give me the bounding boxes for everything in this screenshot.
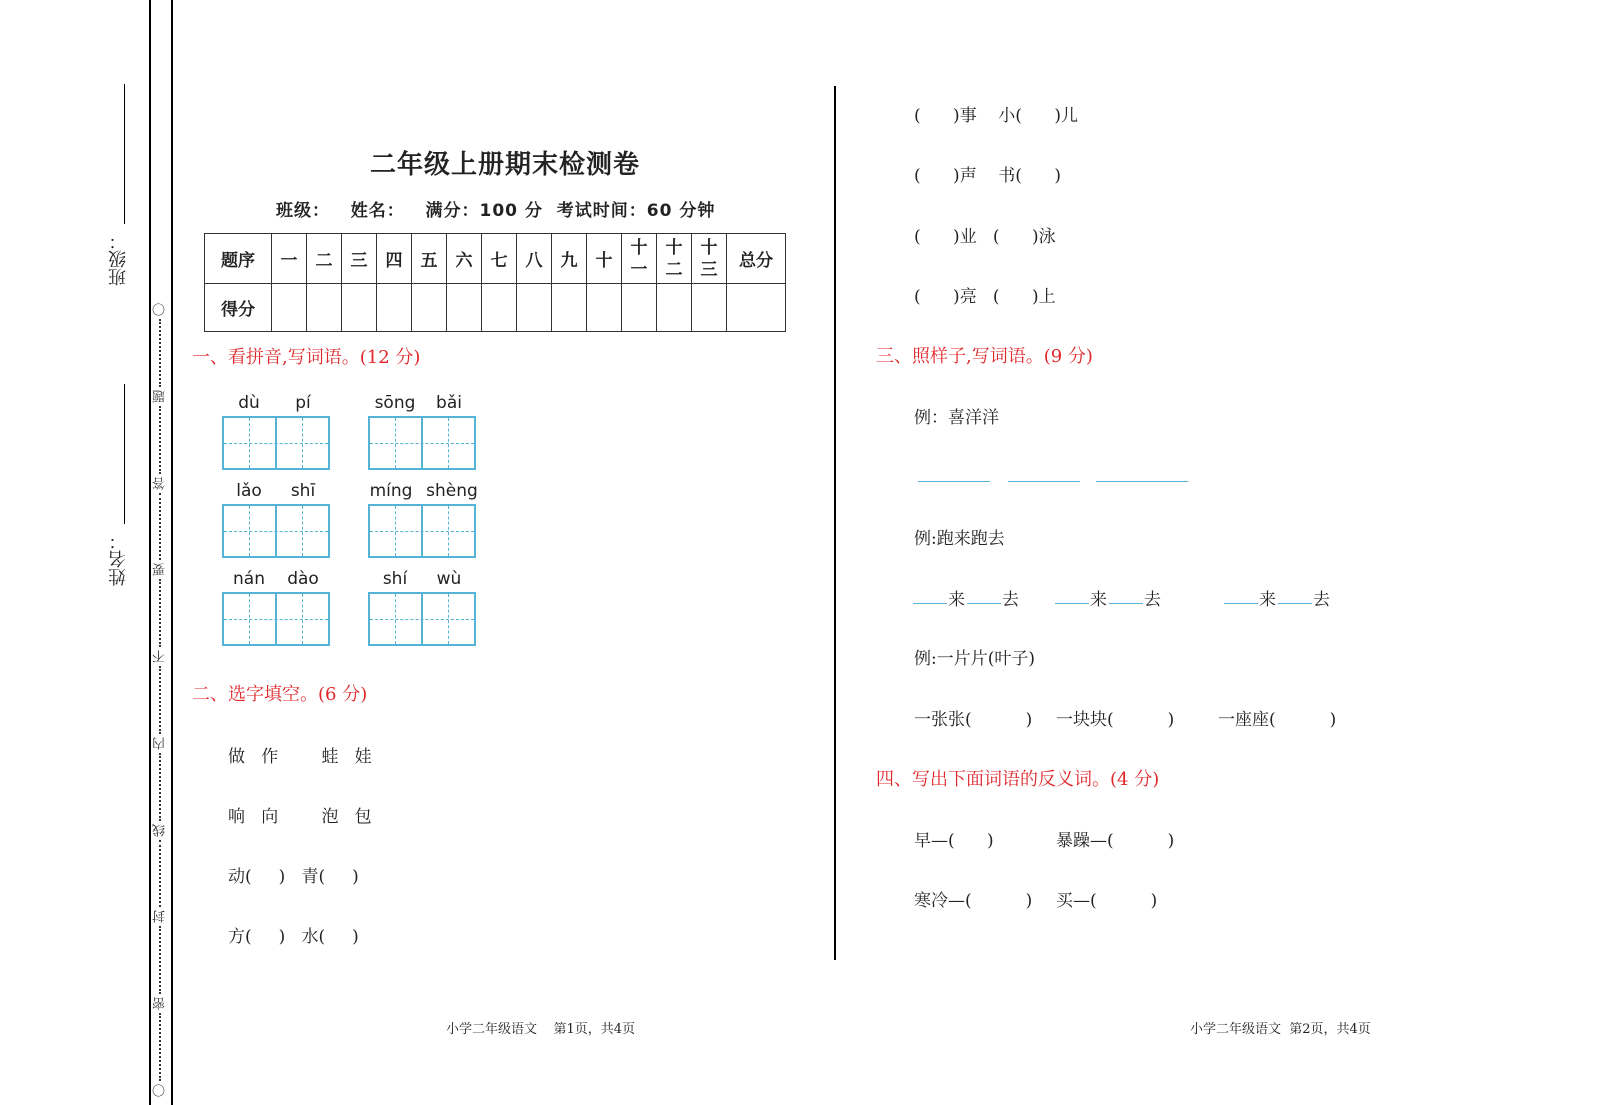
score-cell[interactable] bbox=[727, 284, 786, 332]
column-header: 四 bbox=[377, 234, 412, 284]
score-table bbox=[204, 233, 786, 332]
score-cell[interactable] bbox=[657, 284, 692, 332]
column-header: 五 bbox=[412, 234, 447, 284]
score-cell[interactable] bbox=[587, 284, 622, 332]
column-header: 二 bbox=[307, 234, 342, 284]
pinyin: shí bbox=[382, 569, 408, 589]
name-label: 姓名： bbox=[108, 532, 129, 586]
question-item: 早—( ) bbox=[914, 831, 994, 851]
example-text: 例:跑来跑去 bbox=[914, 529, 1005, 549]
page-title: 二年级上册期末检测卷 bbox=[370, 150, 641, 180]
column-header: 一 bbox=[272, 234, 307, 284]
section4-heading: 四、写出下面词语的反义词。(4 分) bbox=[876, 769, 1160, 790]
pinyin: míng bbox=[369, 481, 413, 501]
column-header: 十 bbox=[587, 234, 622, 284]
question-line: 做 作 蛙 娃 bbox=[228, 747, 372, 767]
question-item: 寒冷—( ) bbox=[914, 891, 1033, 911]
answer-blank[interactable] bbox=[913, 603, 947, 604]
score-cell[interactable] bbox=[377, 284, 412, 332]
answer-blank[interactable] bbox=[1109, 603, 1143, 604]
score-cell[interactable] bbox=[692, 284, 727, 332]
column-header: 十 一 bbox=[622, 234, 657, 284]
column-header: 十 二 bbox=[657, 234, 692, 284]
pinyin: sōng bbox=[374, 393, 416, 413]
section2-heading: 二、选字填空。(6 分) bbox=[192, 684, 368, 705]
name-underline bbox=[124, 384, 125, 524]
pinyin: pí bbox=[295, 393, 311, 413]
margin-line-left bbox=[149, 0, 151, 1105]
question-item: 暴躁—( ) bbox=[1056, 831, 1175, 851]
class-underline bbox=[124, 84, 125, 224]
example-text: 例:一片片(叶子) bbox=[914, 649, 1035, 669]
page-footer-left: 小学二年级语文 第1页，共4页 bbox=[446, 1022, 636, 1037]
answer-blank[interactable] bbox=[1008, 481, 1080, 482]
seal-char: 要 bbox=[152, 563, 168, 577]
total-header: 总分 bbox=[727, 234, 786, 284]
column-header: 八 bbox=[517, 234, 552, 284]
fixed-char: 来 bbox=[1090, 590, 1107, 610]
score-cell[interactable] bbox=[447, 284, 482, 332]
question-line: ( )声 书( ) bbox=[914, 166, 1061, 186]
answer-blank[interactable] bbox=[967, 603, 1001, 604]
pinyin: wù bbox=[436, 569, 462, 589]
column-header: 三 bbox=[342, 234, 377, 284]
writing-grid[interactable] bbox=[222, 592, 330, 646]
class-label: 班级： bbox=[108, 232, 129, 286]
question-item: 一块块( ) bbox=[1056, 710, 1175, 730]
score-cell[interactable] bbox=[342, 284, 377, 332]
score-cell[interactable] bbox=[517, 284, 552, 332]
seal-char: 答 bbox=[152, 476, 168, 490]
answer-blank[interactable] bbox=[1224, 603, 1258, 604]
answer-blank[interactable] bbox=[1055, 603, 1089, 604]
seal-char: 〇 bbox=[152, 303, 168, 316]
section1-heading: 一、看拼音,写词语。(12 分) bbox=[192, 347, 421, 368]
pinyin: bǎi bbox=[436, 393, 462, 413]
pinyin: dào bbox=[287, 569, 319, 589]
column-header: 十 三 bbox=[692, 234, 727, 284]
score-cell[interactable] bbox=[307, 284, 342, 332]
question-line: 响 向 泡 包 bbox=[228, 807, 372, 827]
score-cell[interactable] bbox=[272, 284, 307, 332]
seal-line bbox=[153, 300, 167, 1100]
column-header: 六 bbox=[447, 234, 482, 284]
fixed-char: 来 bbox=[1259, 590, 1276, 610]
pinyin: dù bbox=[238, 393, 260, 413]
answer-blank[interactable] bbox=[1278, 603, 1312, 604]
seal-char: 〇 bbox=[152, 1084, 168, 1098]
seal-char: 封 bbox=[152, 910, 168, 924]
question-line: ( )业 ( )泳 bbox=[914, 227, 1056, 247]
seal-char: 题 bbox=[152, 389, 168, 403]
margin-line-right bbox=[171, 0, 173, 1105]
answer-blank[interactable] bbox=[1096, 481, 1188, 482]
question-line: ( )亮 ( )上 bbox=[914, 287, 1056, 307]
question-item: 一座座( ) bbox=[1218, 710, 1337, 730]
section3-heading: 三、照样子,写词语。(9 分) bbox=[876, 346, 1093, 367]
score-cell[interactable] bbox=[622, 284, 657, 332]
row-label: 得分 bbox=[205, 284, 272, 332]
writing-grid[interactable] bbox=[368, 504, 476, 558]
fixed-char: 去 bbox=[1002, 590, 1019, 610]
pinyin: shèng bbox=[426, 481, 478, 501]
row-label: 题序 bbox=[205, 234, 272, 284]
writing-grid[interactable] bbox=[222, 504, 330, 558]
page-divider bbox=[834, 86, 836, 960]
page-footer-right: 小学二年级语文 第2页，共4页 bbox=[1190, 1022, 1371, 1037]
fixed-char: 去 bbox=[1313, 590, 1330, 610]
pinyin: lǎo bbox=[236, 481, 262, 501]
writing-grid[interactable] bbox=[222, 416, 330, 470]
seal-char: 内 bbox=[152, 736, 168, 750]
column-header: 七 bbox=[482, 234, 517, 284]
score-cell[interactable] bbox=[482, 284, 517, 332]
example-text: 例：喜洋洋 bbox=[914, 408, 999, 428]
fixed-char: 来 bbox=[948, 590, 965, 610]
seal-char: 不 bbox=[152, 650, 168, 664]
writing-grid[interactable] bbox=[368, 592, 476, 646]
question-line: 方( ) 水( ) bbox=[228, 927, 359, 947]
fixed-char: 去 bbox=[1144, 590, 1161, 610]
question-line: 动( ) 青( ) bbox=[228, 867, 359, 887]
pinyin: shī bbox=[290, 481, 316, 501]
column-header: 九 bbox=[552, 234, 587, 284]
seal-char: 密 bbox=[152, 997, 168, 1011]
question-line: ( )事 小( )儿 bbox=[914, 106, 1078, 126]
score-cell[interactable] bbox=[412, 284, 447, 332]
question-item: 买—( ) bbox=[1056, 891, 1158, 911]
question-item: 一张张( ) bbox=[914, 710, 1033, 730]
writing-grid[interactable] bbox=[368, 416, 476, 470]
pinyin: nán bbox=[233, 569, 265, 589]
exam-info: 班级： 姓名： 满分：100 分 考试时间：60 分钟 bbox=[276, 201, 716, 221]
seal-char: 线 bbox=[152, 823, 168, 837]
answer-blank[interactable] bbox=[918, 481, 990, 482]
score-cell[interactable] bbox=[552, 284, 587, 332]
